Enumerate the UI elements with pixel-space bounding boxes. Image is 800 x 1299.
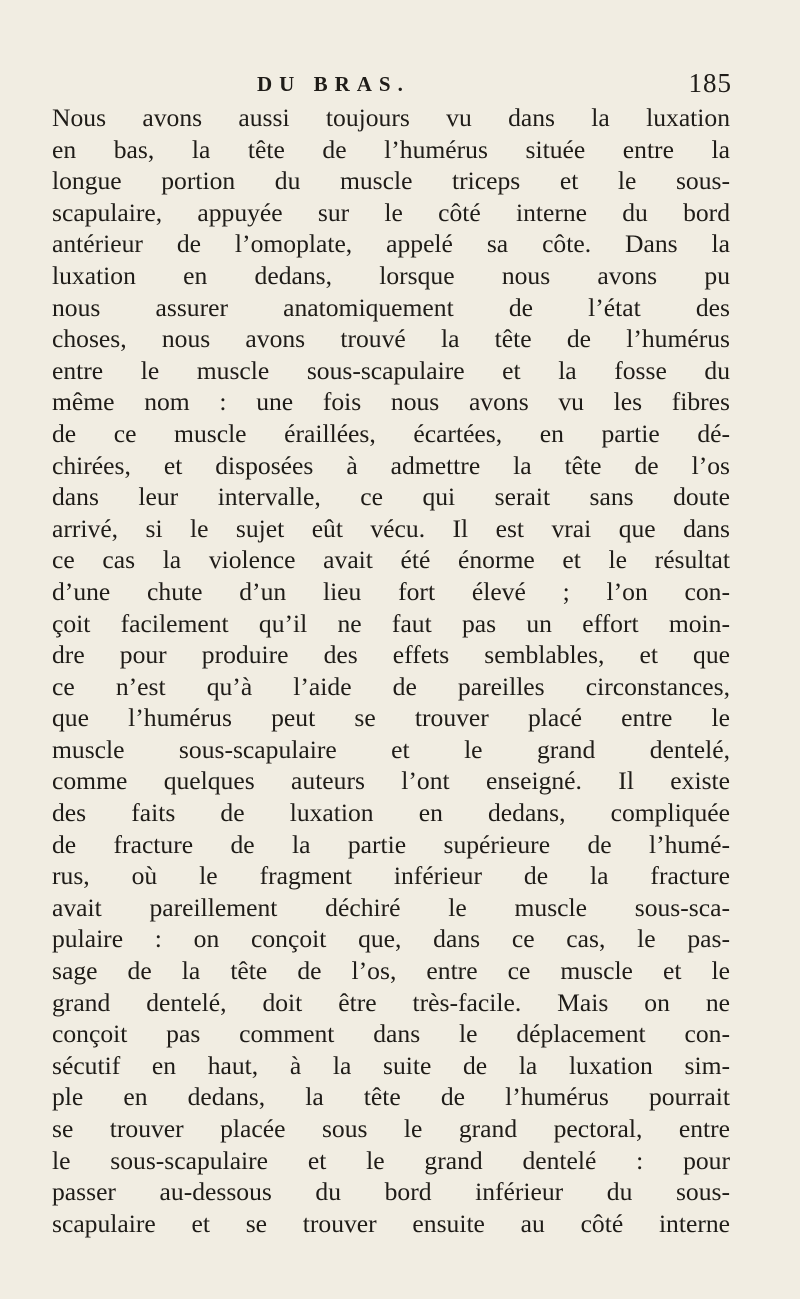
text-line: ce cas la violence avait été énorme et le résultat — [52, 545, 730, 575]
text-line: pulaire : on conçoit que, dans ce cas, le pas- — [52, 924, 730, 954]
text-line: chirées, et disposées à admettre la tête de l’os — [52, 450, 730, 480]
text-line: nous assurer anatomiquement de l’état des — [52, 292, 730, 322]
text-line: se trouver placée sous le grand pectoral, entre — [52, 1114, 730, 1143]
page-number: 185 — [688, 68, 732, 98]
text-line: ple en dedans, la tête de l’humérus pourrait — [52, 1082, 730, 1112]
text-line: que l’humérus peut se trouver placé entre le — [52, 703, 730, 733]
text-line: longue portion du muscle triceps et le sous- — [52, 166, 730, 196]
text-line: avait pareillement déchiré le muscle sous-sca- — [52, 892, 730, 922]
text-line: de fracture de la partie supérieure de l’humé- — [52, 829, 730, 859]
text-line: dans leur intervalle, ce qui serait sans doute — [52, 482, 730, 512]
body-text — [52, 102, 730, 1239]
text-line: en bas, la tête de l’humérus située entre la — [52, 134, 730, 164]
text-line: comme quelques auteurs l’ont enseigné. Il existe — [52, 766, 730, 796]
running-title: DU BRAS. — [257, 72, 410, 96]
text-line: dre pour produire des effets semblables, et que — [52, 640, 730, 670]
text-line: le sous-scapulaire et le grand dentelé : pour — [52, 1145, 730, 1175]
text-line: conçoit pas comment dans le déplacement con- — [52, 1019, 730, 1049]
text-line: rus, où le fragment inférieur de la fracture — [52, 861, 730, 891]
text-line: çoit facilement qu’il ne faut pas un effort moin- — [52, 608, 730, 638]
text-line: des faits de luxation en dedans, compliquée — [52, 798, 730, 828]
text-line: antérieur de l’omoplate, appelé sa côte. Dans la — [52, 229, 730, 259]
text-line: scapulaire et se trouver ensuite au côté interne — [52, 1208, 730, 1238]
text-line: scapulaire, appuyée sur le côté interne du bord — [52, 197, 730, 227]
text-line: grand dentelé, doit être très-facile. Mais on ne — [52, 987, 730, 1017]
text-line: Nous avons aussi toujours vu dans la luxation — [52, 103, 730, 132]
text-line: même nom : une fois nous avons vu les fibres — [52, 387, 730, 417]
text-line: luxation en dedans, lorsque nous avons pu — [52, 260, 730, 290]
text-line: muscle sous-scapulaire et le grand dentelé, — [52, 734, 730, 764]
text-line: d’une chute d’un lieu fort élevé ; l’on con- — [52, 576, 730, 606]
text-line: entre le muscle sous-scapulaire et la fosse du — [52, 355, 730, 385]
running-head — [52, 68, 732, 102]
text-line: de ce muscle éraillées, écartées, en partie dé- — [52, 418, 730, 448]
text-line: choses, nous avons trouvé la tête de l’humérus — [52, 324, 730, 354]
text-line: ce n’est qu’à l’aide de pareilles circonstances, — [52, 671, 730, 701]
text-line: passer au-dessous du bord inférieur du sous- — [52, 1177, 730, 1207]
text-line: sage de la tête de l’os, entre ce muscle et le — [52, 956, 730, 986]
text-line: sécutif en haut, à la suite de la luxation sim- — [52, 1050, 730, 1080]
text-line: arrivé, si le sujet eût vécu. Il est vrai que dans — [52, 513, 730, 543]
